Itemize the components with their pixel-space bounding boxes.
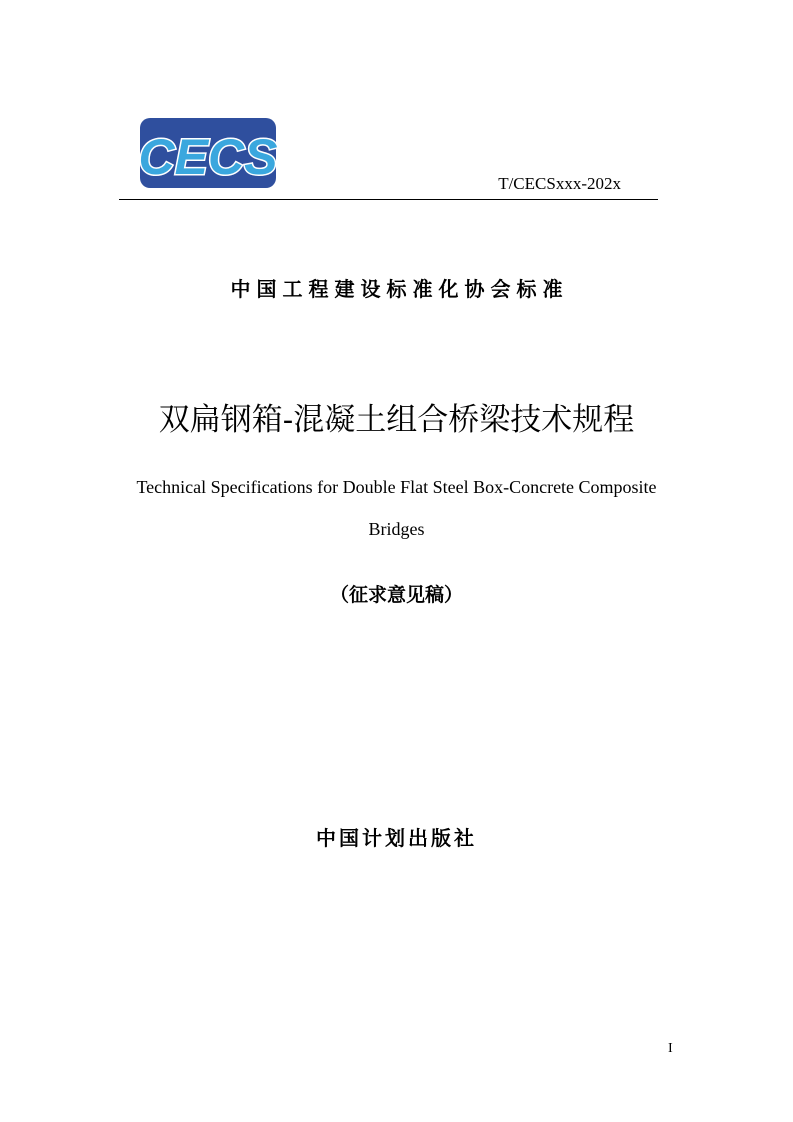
association-standard-heading: 中国工程建设标准化协会标准 xyxy=(230,277,569,301)
document-title-cn: 双扁钢箱-混凝土组合桥梁技术规程 xyxy=(158,402,635,438)
draft-status: （征求意见稿） xyxy=(329,584,463,606)
header-rule xyxy=(119,199,658,200)
standard-code: T/CECSxxx-202x xyxy=(498,174,621,193)
document-title-en: Technical Specifications for Double Flat Steel Box-Concrete Composite Bridges xyxy=(136,477,657,539)
page-number: I xyxy=(668,1041,673,1056)
cecs-logo xyxy=(136,112,280,192)
logo-text: CECS xyxy=(138,129,278,185)
publisher-name: 中国计划出版社 xyxy=(316,826,477,850)
